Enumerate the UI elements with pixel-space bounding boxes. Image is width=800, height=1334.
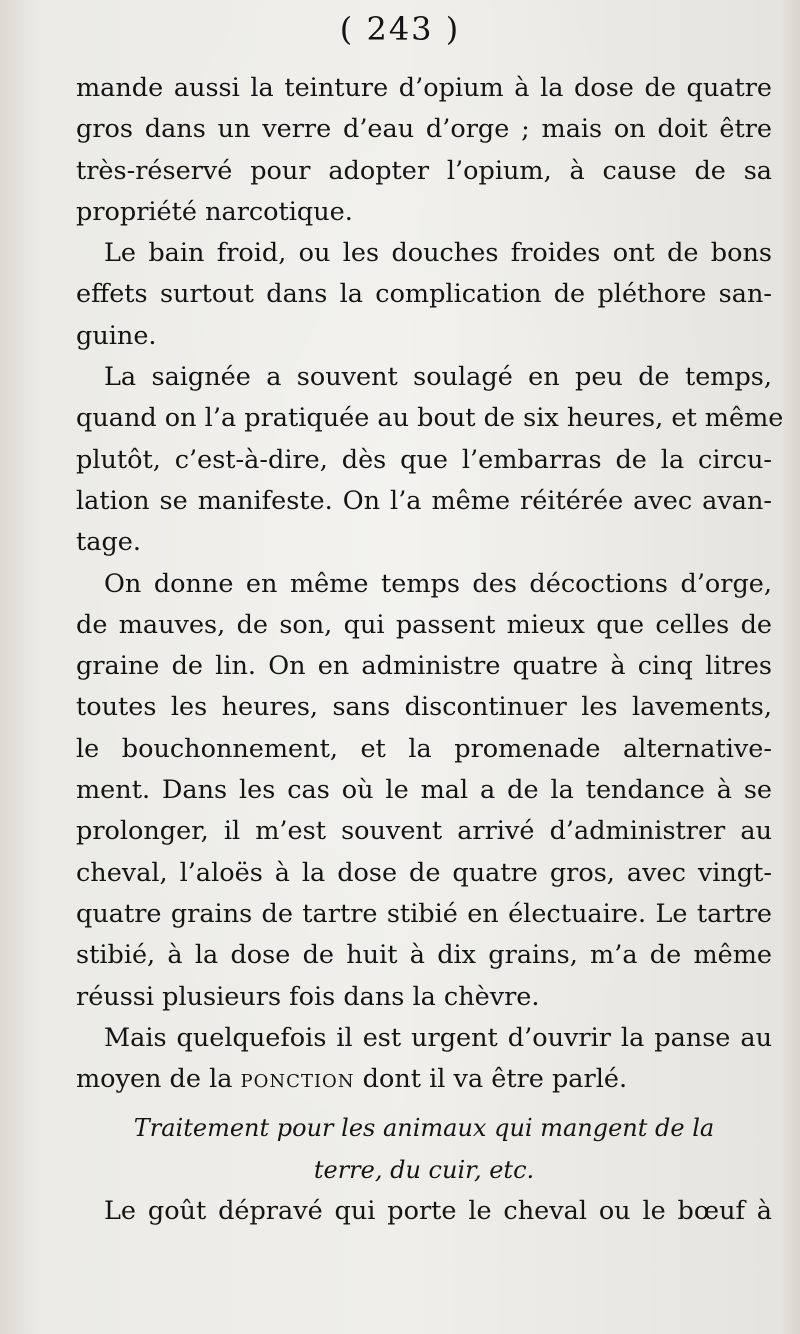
small-caps-term: ponction xyxy=(240,1064,355,1095)
text-line: lation se manifeste. On l’a même réitérée avec avan- xyxy=(76,485,772,516)
text-line: stibié, à la dose de huit à dix grains, m’a de même xyxy=(76,940,772,971)
text-line: gros dans un verre d’eau d’orge ; mais on doit être xyxy=(76,114,772,145)
text-line: quatre grains de tartre stibié en électuaire. Le tartre xyxy=(76,898,772,929)
spacer xyxy=(76,1100,772,1108)
text-line: effets surtout dans la complication de pléthore san- xyxy=(76,279,772,310)
page-number: ( 243 ) xyxy=(339,10,461,48)
text-run: moyen de la xyxy=(76,1064,241,1095)
paragraph xyxy=(76,1018,772,1101)
text-line: graine de lin. On en administre quatre à cinq litres xyxy=(76,651,772,682)
text-line: On donne en même temps des décoctions d’orge, xyxy=(104,568,772,599)
paragraph xyxy=(76,357,784,563)
paragraph xyxy=(76,564,772,1018)
text-line: très-réservé pour adopter l’opium, à cause de sa xyxy=(76,155,772,186)
text-line: propriété narcotique. xyxy=(76,196,353,227)
text-line: La saignée a souvent soulagé en peu de temps, xyxy=(104,362,772,393)
text-run: dont il va être parlé. xyxy=(354,1064,628,1095)
text-line: Le goût dépravé qui porte le cheval ou le bœuf à xyxy=(104,1196,772,1227)
heading-line: Traitement pour les animaux qui mangent de la xyxy=(133,1114,715,1143)
text-line: de mauves, de son, qui passent mieux que celles de xyxy=(76,609,772,640)
text-line: le bouchonnement, et la promenade alternative- xyxy=(76,733,772,764)
text-line: réussi plusieurs fois dans la chèvre. xyxy=(76,981,540,1012)
text-line: mande aussi la teinture d’opium à la dose de quatre xyxy=(76,73,772,103)
text-line: plutôt, c’est-à-dire, dès que l’embarras de la circu- xyxy=(76,444,772,475)
text-line: ment. Dans les cas où le mal a de la tendance à se xyxy=(76,775,772,806)
text-line: guine. xyxy=(76,320,157,351)
paragraph xyxy=(76,1191,772,1232)
text-line: toutes les heures, sans discontinuer les lavements, xyxy=(76,692,772,723)
section-heading xyxy=(76,1108,772,1191)
text-line: Mais quelquefois il est urgent d’ouvrir la panse au xyxy=(104,1022,772,1053)
paragraph xyxy=(76,68,772,233)
page-body xyxy=(76,68,784,1232)
text-line: Le bain froid, ou les douches froides ont de bons xyxy=(104,238,772,269)
text-line: prolonger, il m’est souvent arrivé d’administrer au xyxy=(76,816,772,847)
text-line: cheval, l’aloës à la dose de quatre gros, avec vingt- xyxy=(76,857,772,888)
text-line xyxy=(76,1059,772,1100)
heading-line: terre, du cuir, etc. xyxy=(313,1155,535,1184)
text-line: quand on l’a pratiquée au bout de six heures, et même xyxy=(76,403,784,434)
paragraph xyxy=(76,233,772,357)
text-line: tage. xyxy=(76,527,141,558)
